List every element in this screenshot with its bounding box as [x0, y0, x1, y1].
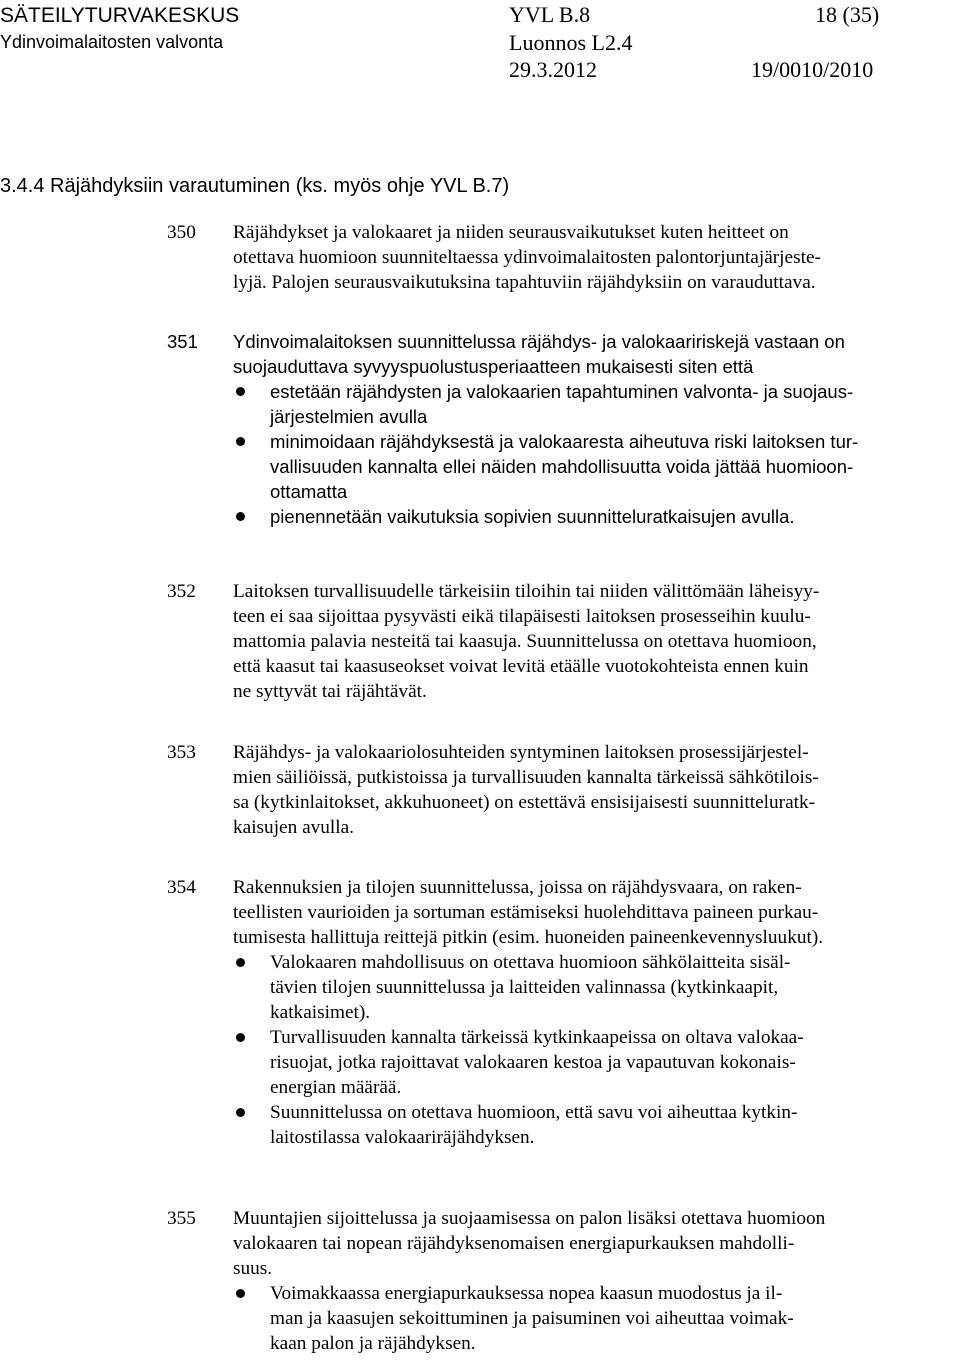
text-line: Ydinvoimalaitoksen suunnittelussa räjähdys- ja valokaaririskejä vastaan on — [233, 331, 845, 352]
paragraph-text — [233, 329, 960, 529]
bullet-list — [233, 950, 960, 1150]
text-line: suojauduttava syvyyspuolustusperiaatteen mukaisesti siten että — [233, 356, 754, 377]
page-number: 18 (35) — [815, 2, 880, 27]
paragraph-354 — [0, 875, 960, 1150]
text-line: ne syttyvät tai räjähtävät. — [233, 681, 427, 702]
bullet-icon — [236, 512, 245, 521]
text-line: laitostilassa valokaariräjähdyksen. — [270, 1127, 535, 1148]
text-line: Laitoksen turvallisuudelle tärkeisiin tiloihin tai niiden välittömään läheisyy- — [233, 581, 820, 602]
paragraph-number: 355 — [167, 1208, 196, 1229]
list-item — [233, 504, 960, 529]
text-line: kaisujen avulla. — [233, 817, 355, 838]
bullet-icon — [236, 1033, 245, 1042]
text-line: ottamatta — [270, 481, 348, 502]
text-line: estetään räjähdysten ja valokaarien tapahtuminen valvonta- ja suojaus- — [270, 381, 854, 402]
text-line: Rakennuksien ja tilojen suunnittelussa, joissa on räjähdysvaara, on raken- — [233, 877, 802, 898]
bullet-icon — [236, 1289, 245, 1298]
paragraph-353 — [0, 740, 960, 840]
text-line: valokaaren tai nopean räjähdyksenomaisen energiapurkauksen mahdolli- — [233, 1233, 795, 1254]
guide-id: YVL B.8 — [509, 2, 591, 27]
text-line: pienennetään vaikutuksia sopivien suunnitteluratkaisujen avulla. — [270, 506, 795, 527]
bullet-icon — [236, 1108, 245, 1117]
draft-version: Luonnos L2.4 — [509, 30, 633, 55]
organization-name: SÄTEILYTURVAKESKUS — [0, 4, 240, 27]
text-line: risuojat, jotka rajoittavat valokaaren kestoa ja vapautuvan kokonais- — [270, 1052, 796, 1073]
paragraph-352 — [0, 579, 960, 704]
list-item — [233, 1025, 960, 1100]
list-item — [233, 950, 960, 1025]
text-line: teen ei saa sijoittaa pysyvästi eikä tilapäisesti laitoksen prosesseihin kuulu- — [233, 606, 811, 627]
bullet-icon — [236, 387, 245, 396]
text-line: että kaasut tai kaasuseokset voivat levitä etäälle vuotokohteista ennen kuin — [233, 656, 809, 677]
bullet-list — [233, 1281, 960, 1356]
paragraph-text — [233, 875, 960, 1150]
bullet-list — [233, 379, 960, 529]
text-line: Turvallisuuden kannalta tärkeissä kytkinkaapeissa on oltava valokaa- — [270, 1027, 804, 1048]
list-item — [233, 1100, 960, 1150]
paragraph-number: 352 — [167, 581, 196, 602]
text-line: katkaisimet). — [270, 1002, 371, 1023]
paragraph-number: 350 — [167, 222, 196, 243]
list-item — [233, 379, 960, 429]
paragraph-350 — [0, 220, 960, 295]
text-line: mattomia palavia nesteitä tai kaasuja. Suunnittelussa on otettava huomioon, — [233, 631, 817, 652]
paragraph-number: 353 — [167, 742, 196, 763]
bullet-icon — [236, 958, 245, 967]
text-line: kaan palon ja räjähdyksen. — [270, 1333, 476, 1354]
text-line: teellisten vaurioiden ja sortuman estämiseksi huolehdittava paineen purkau- — [233, 902, 819, 923]
text-line: minimoidaan räjähdyksestä ja valokaaresta aiheutuva riski laitoksen tur- — [270, 431, 859, 452]
text-line: Muuntajien sijoittelussa ja suojaamisessa on palon lisäksi otettava huomioon — [233, 1208, 826, 1229]
list-item — [233, 1281, 960, 1356]
paragraph-number: 351 — [167, 331, 198, 352]
text-line: Voimakkaassa energiapurkauksessa nopea kaasun muodostus ja il- — [270, 1283, 783, 1304]
text-line: vallisuuden kannalta ellei näiden mahdollisuutta voida jättää huomioon- — [270, 456, 854, 477]
text-line: mien säiliöissä, putkistoissa ja turvallisuuden kannalta tärkeissä sähkötilois- — [233, 767, 819, 788]
text-line: otettava huomioon suunniteltaessa ydinvoimalaitosten palontorjuntajärjeste- — [233, 247, 821, 268]
paragraph-351 — [0, 329, 960, 529]
list-item — [233, 429, 960, 504]
text-line: tävien tilojen suunnittelussa ja laitteiden valinnassa (kytkinkaapit, — [270, 977, 779, 998]
text-line: Räjähdys- ja valokaariolosuhteiden syntyminen laitoksen prosessijärjestel- — [233, 742, 809, 763]
text-line: lyjä. Palojen seurausvaikutuksina tapahtuviin räjähdyksiin on varauduttava. — [233, 272, 816, 293]
paragraph-355 — [0, 1206, 960, 1356]
header-subtitle: Ydinvoimalaitosten valvonta — [0, 32, 224, 52]
text-line: Suunnittelussa on otettava huomioon, että savu voi aiheuttaa kytkin- — [270, 1102, 798, 1123]
paragraph-text — [233, 220, 960, 295]
text-line: Räjähdykset ja valokaaret ja niiden seurausvaikutukset kuten heitteet on — [233, 222, 789, 243]
reference-number: 19/0010/2010 — [751, 57, 874, 82]
text-line: tumisesta hallittuja reittejä pitkin (esim. huoneiden paineenkevennysluukut). — [233, 927, 824, 948]
text-line: Valokaaren mahdollisuus on otettava huomioon sähkölaitteita sisäl- — [270, 952, 791, 973]
section-heading: 3.4.4 Räjähdyksiin varautuminen (ks. myös ohje YVL B.7) — [0, 175, 510, 197]
paragraph-number: 354 — [167, 877, 196, 898]
text-line: sa (kytkinlaitokset, akkuhuoneet) on estettävä ensisijaisesti suunnitteluratk- — [233, 792, 816, 813]
text-line: suus. — [233, 1258, 273, 1279]
text-line: energian määrää. — [270, 1077, 402, 1098]
text-line: man ja kaasujen sekoittuminen ja paisuminen voi aiheuttaa voimak- — [270, 1308, 794, 1329]
header-date: 29.3.2012 — [509, 57, 597, 82]
paragraph-text — [233, 579, 960, 704]
text-line: järjestelmien avulla — [270, 406, 428, 427]
paragraph-text — [233, 740, 960, 840]
bullet-icon — [236, 437, 245, 446]
paragraph-text — [233, 1206, 960, 1356]
